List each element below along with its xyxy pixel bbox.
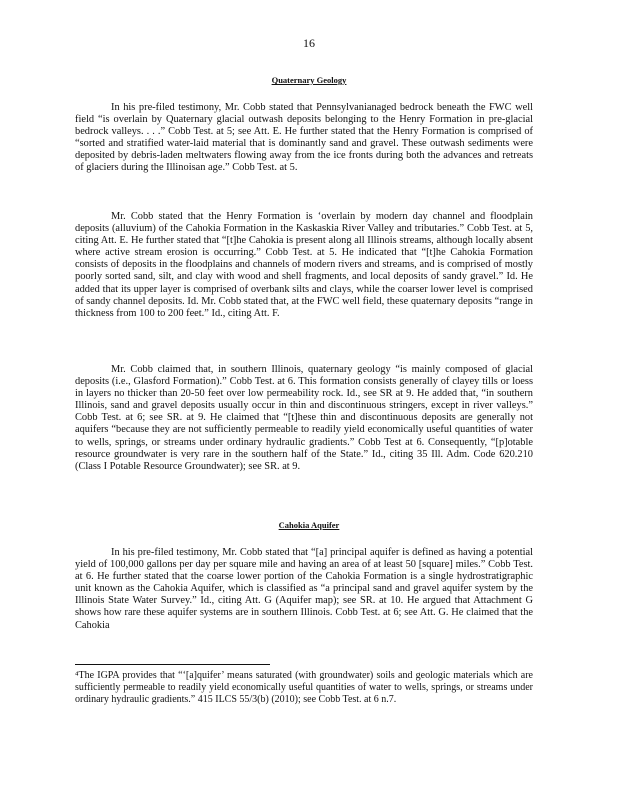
footnote: ⁴The IGPA provides that “‘[a]quifer’ means saturated (with groundwater) soils and geologic materials which are sufficiently permeable to readily yield economically useful quantities of water to wells, springs, or streams under ordinary hydraulic gradients.” 415 ILCS 55/3(b) (2010); see Cobb Test. at 6 n.7. — [75, 670, 533, 706]
paragraph-3: Mr. Cobb claimed that, in southern Illinois, quaternary geology “is mainly composed of glacial deposits (i.e., Glasford Formation).” Cobb Test. at 6. This formation consists generally of clayey tills or loess in layers no thicker than 20-50 feet over low permeability rock. Id., see SR at 9. He added that, “in southern Illinois, sand and gravel deposits usually occur in thin and discontinuous stringers, except in river valleys.” Cobb Test. at 6; see SR. at 9. He claimed that “[t]hese thin and discontinuous deposits are generally not aquifers “because they are not sufficiently permeable to readily yield economically useful quantities of water to wells, springs, or streams under ordinary hydraulic gradients.” Cobb Test at 6. Consequently, “[p]otable resource groundwater is very rare in the southern half of the State.” Id., citing 35 Ill. Adm. Code 620.210 (Class I Potable Resource Groundwater); see SR. at 9. — [75, 364, 533, 472]
paragraph-4: In his pre-filed testimony, Mr. Cobb stated that “[a] principal aquifer is defined as having a potential yield of 100,000 gallons per day per square mile and having an area of at least 50 [square] miles.” Cobb Test. at 6. He further stated that the coarse lower portion of the Cahokia Formation is a single hydrostratigraphic unit known as the Cahokia Aquifer, which is classified as “a principal sand and gravel aquifer system by the Illinois State Water Survey.” Id., citing Att. G (Aquifer map); see SR. at 10. He argued that Attachment G shows how rare these aquifer systems are in southern Illinois. Cobb Test. at 6; see Att. G. He claimed that the Cahokia — [75, 547, 533, 631]
paragraph-2: Mr. Cobb stated that the Henry Formation is ‘overlain by modern day channel and floodplain deposits (alluvium) of the Cahokia Formation in the Kaskaskia River Valley and tributaries.” Cobb Test. at 5, citing Att. E. He further stated that “[t]he Cahokia is present along all Illinois streams, although locally absent where active stream erosion is occurring.” Cobb Test. at 5. He indicated that “[t]he Cahokia Formation consists of deposits in the floodplains and channels of modern rivers and streams, and is comprised of mostly poorly sorted sand, silt, and clay with wood and shell fragments, and local deposits of sandy gravel.” Id. He added that its upper layer is comprised of overbank silts and clays, while the coarser lower level is comprised of sandy channel deposits. Id. Mr. Cobb stated that, at the FWC well field, these quaternary deposits “range in thickness from 100 to 200 feet.” Id., citing Att. F. — [75, 211, 533, 319]
section-heading-cahokia-aquifer — [0, 520, 618, 530]
footnote-divider — [75, 664, 270, 665]
section-heading-quaternary-geology — [0, 75, 618, 85]
section-heading-text: Cahokia Aquifer — [278, 520, 340, 530]
section-heading-text: Quaternary Geology — [271, 75, 347, 85]
page-number: 16 — [303, 36, 315, 50]
paragraph-1: In his pre-filed testimony, Mr. Cobb stated that Pennsylvanianaged bedrock beneath the FWC well field “is overlain by Quaternary glacial outwash deposits belonging to the Henry Formation in pre-glacial bedrock valleys. . . .” Cobb Test. at 5; see Att. E. He further stated that the Henry Formation is comprised of “sorted and stratified water-laid material that is dominantly sand and gravel. These outwash sediments were deposited by debris-laden meltwaters flowing away from the ice fronts during both the advances and retreats of glaciers during the Illinoisan age.” Cobb Test. at 5. — [75, 102, 533, 174]
